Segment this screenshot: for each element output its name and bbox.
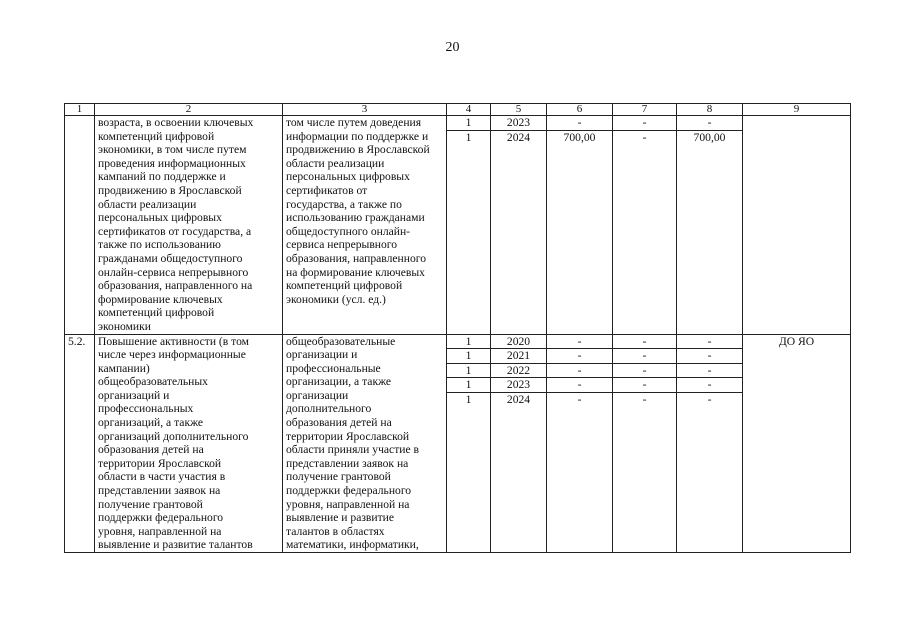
indicator-value: 1 [447,378,491,393]
year-cell: 2022 [491,363,547,378]
indicator-value: 1 [447,392,491,552]
table-row [65,334,851,349]
year-cell: 2023 [491,116,547,131]
funding-federal: - [613,116,677,131]
item-code: 5.2. [65,334,95,553]
indicator-value: 1 [447,116,491,131]
funding-total: 700,00 [547,130,613,334]
activity-text: Повышение активности (в том числе через информационные кампании) общеобразовательных организаций и профессиональных организаций, а также организаций дополнительного образования детей на территории Ярославской области в части участия в представлении заявок на получение грантовой поддержки федерального уровня, направленной на выявление и развитие талантов [95,334,283,553]
funding-federal: - [613,349,677,364]
header-cell: 2 [95,104,283,116]
header-cell: 8 [677,104,743,116]
funding-regional: - [677,363,743,378]
table-row [65,116,851,131]
funding-total: - [547,334,613,349]
header-cell: 9 [743,104,851,116]
funding-total: - [547,349,613,364]
header-cell: 5 [491,104,547,116]
funding-regional: - [677,392,743,552]
funding-regional: - [677,349,743,364]
year-cell: 2021 [491,349,547,364]
activity-text: возраста, в освоении ключевых компетенций цифровой экономики, в том числе путем проведения информационных кампаний по поддержке и продвижению в Ярославской области реализации персональных цифровых сертификатов от государства, а также по использованию гражданами общедоступного онлайн-сервиса непрерывного образования, направленного на формирование ключевых компетенций цифровой экономики [95,116,283,335]
indicator-value: 1 [447,363,491,378]
header-cell: 3 [283,104,447,116]
funding-total: - [547,392,613,552]
funding-federal: - [613,363,677,378]
funding-regional: - [677,378,743,393]
funding-federal: - [613,334,677,349]
item-code [65,116,95,335]
program-table [64,103,851,553]
indicator-value: 1 [447,334,491,349]
funding-federal: - [613,130,677,334]
funding-regional: - [677,116,743,131]
result-text: том числе путем доведения информации по поддержке и продвижению в Ярославской области реализации персональных цифровых сертификатов от государства, а также по использованию гражданами общедоступного онлайн- сервиса непрерывного образования, направленного на формирование ключевых компетенций цифровой экономики (усл. ед.) [283,116,447,335]
year-cell: 2020 [491,334,547,349]
header-row [65,104,851,116]
executor-cell [743,116,851,335]
funding-total: - [547,116,613,131]
funding-total: - [547,378,613,393]
year-cell: 2024 [491,130,547,334]
header-cell: 4 [447,104,491,116]
funding-regional: - [677,334,743,349]
header-cell: 7 [613,104,677,116]
funding-federal: - [613,378,677,393]
year-cell: 2023 [491,378,547,393]
header-cell: 6 [547,104,613,116]
funding-total: - [547,363,613,378]
indicator-value: 1 [447,130,491,334]
indicator-value: 1 [447,349,491,364]
page-number: 20 [445,40,460,55]
funding-regional: 700,00 [677,130,743,334]
year-cell: 2024 [491,392,547,552]
result-text: общеобразовательные организации и профессиональные организации, а также организации дополнительного образования детей на территории Ярославской области приняли участие в представлении заявок на получение грантовой поддержки федерального уровня, направленной на выявление и развитие талантов в областях математики, информатики, [283,334,447,553]
executor-cell: ДО ЯО [743,334,851,553]
funding-federal: - [613,392,677,552]
header-cell: 1 [65,104,95,116]
